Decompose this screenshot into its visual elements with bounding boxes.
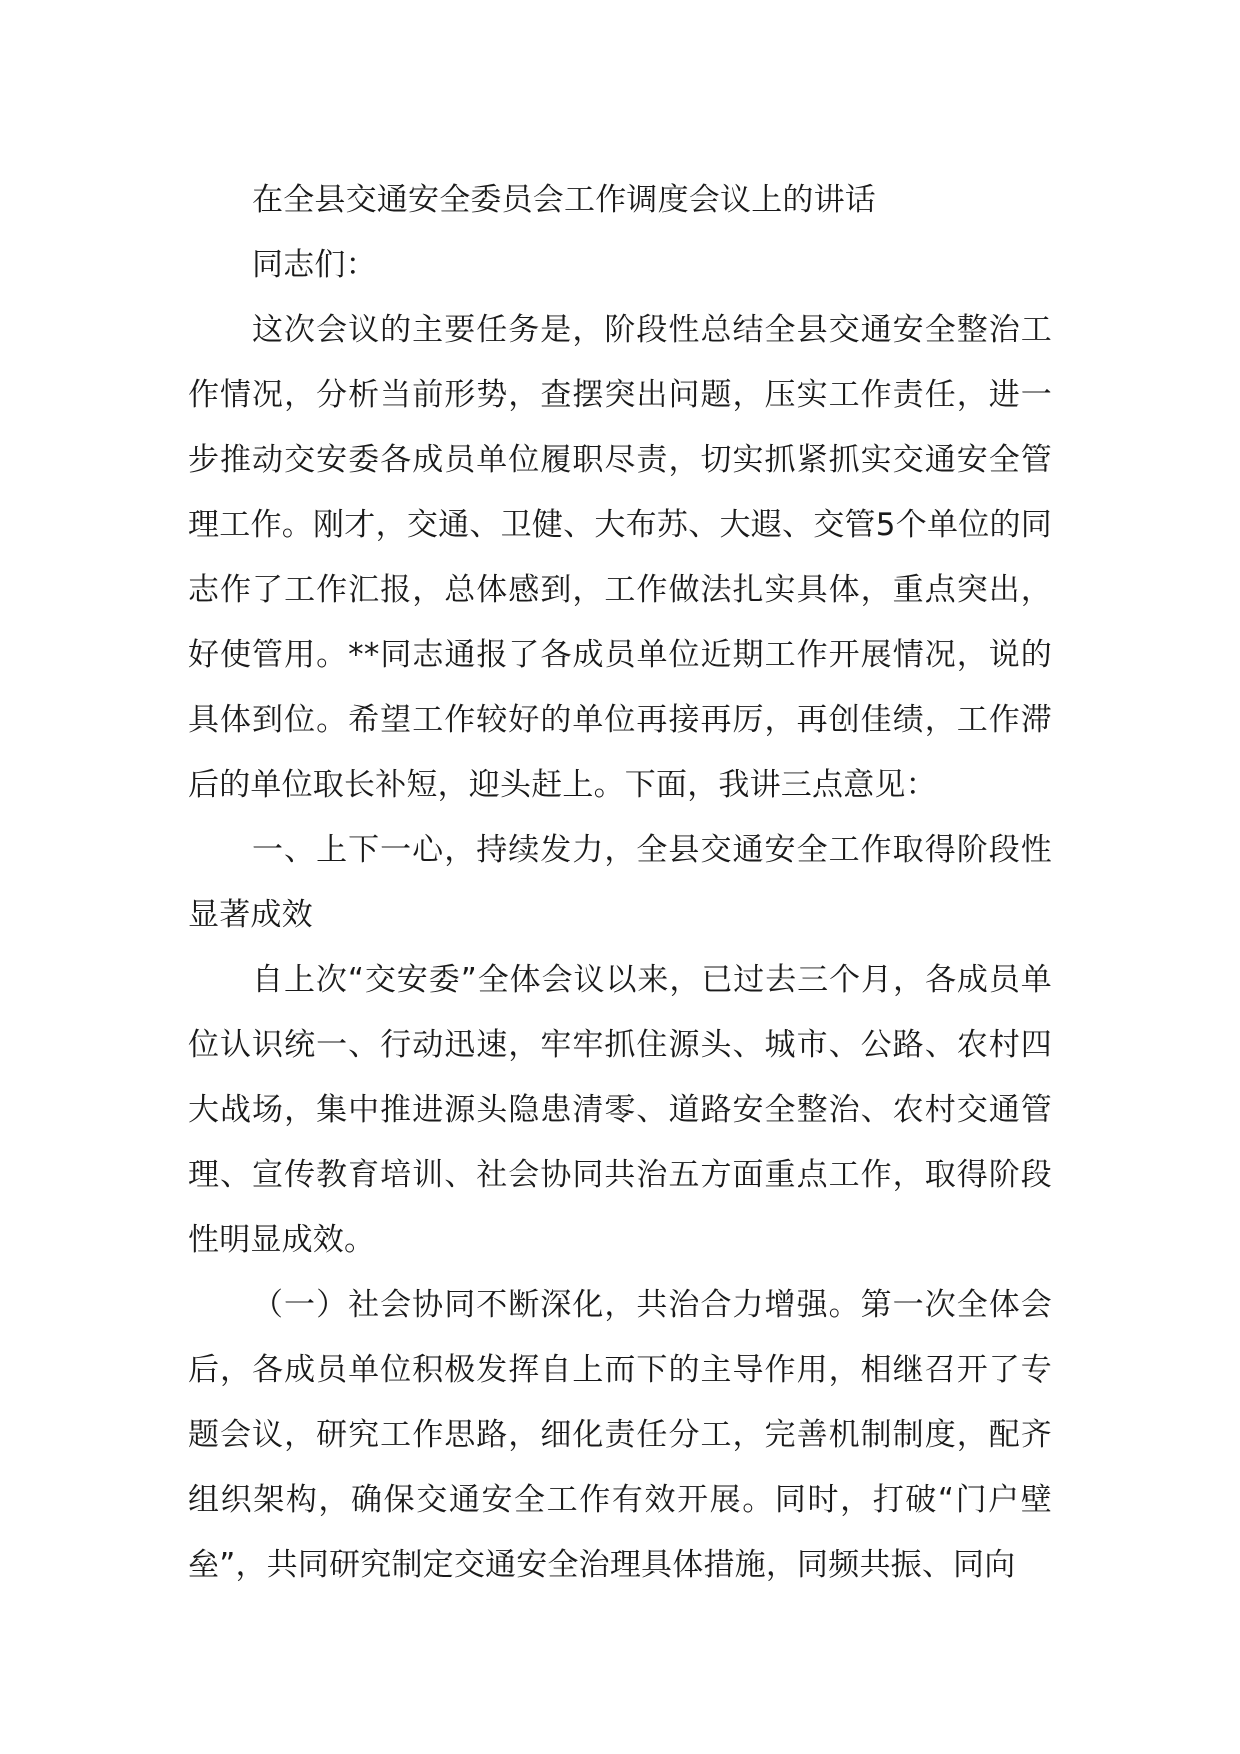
paragraph-subsection-one: （一）社会协同不断深化，共治合力增强。第一次全体会后，各成员单位积极发挥自上而下的主导作用，相继召开了专题会议，研究工作思路，细化责任分工，完善机制制度，配齐组织架构，确保交通安全工作有效开展。同时，打破“门户壁垒”，共同研究制定交通安全治理具体措施，同频共振、同向: [188, 1287, 1052, 1583]
document-body: [188, 168, 1052, 1598]
salutation: 同志们：: [252, 247, 377, 283]
speech-title: 在全县交通安全委员会工作调度会议上的讲话: [252, 182, 876, 218]
section-heading-one: 一、上下一心，持续发力，全县交通安全工作取得阶段性显著成效: [188, 832, 1052, 933]
paragraph-achievements: 自上次“交安委”全体会议以来，已过去三个月，各成员单位认识统一、行动迅速，牢牢抓住源头、城市、公路、农村四大战场，集中推进源头隐患清零、道路安全整治、农村交通管理、宣传教育培训、社会协同共治五方面重点工作，取得阶段性明显成效。: [188, 962, 1052, 1258]
paragraph-intro: 这次会议的主要任务是，阶段性总结全县交通安全整治工作情况，分析当前形势，查摆突出问题，压实工作责任，进一步推动交安委各成员单位履职尽责，切实抓紧抓实交通安全管理工作。刚才，交通、卫健、大布苏、大遐、交管5个单位的同志作了工作汇报，总体感到，工作做法扎实具体，重点突出，好使管用。**同志通报了各成员单位近期工作开展情况，说的具体到位。希望工作较好的单位再接再厉，再创佳绩，工作滞后的单位取长补短，迎头赶上。下面，我讲三点意见：: [188, 312, 1052, 803]
